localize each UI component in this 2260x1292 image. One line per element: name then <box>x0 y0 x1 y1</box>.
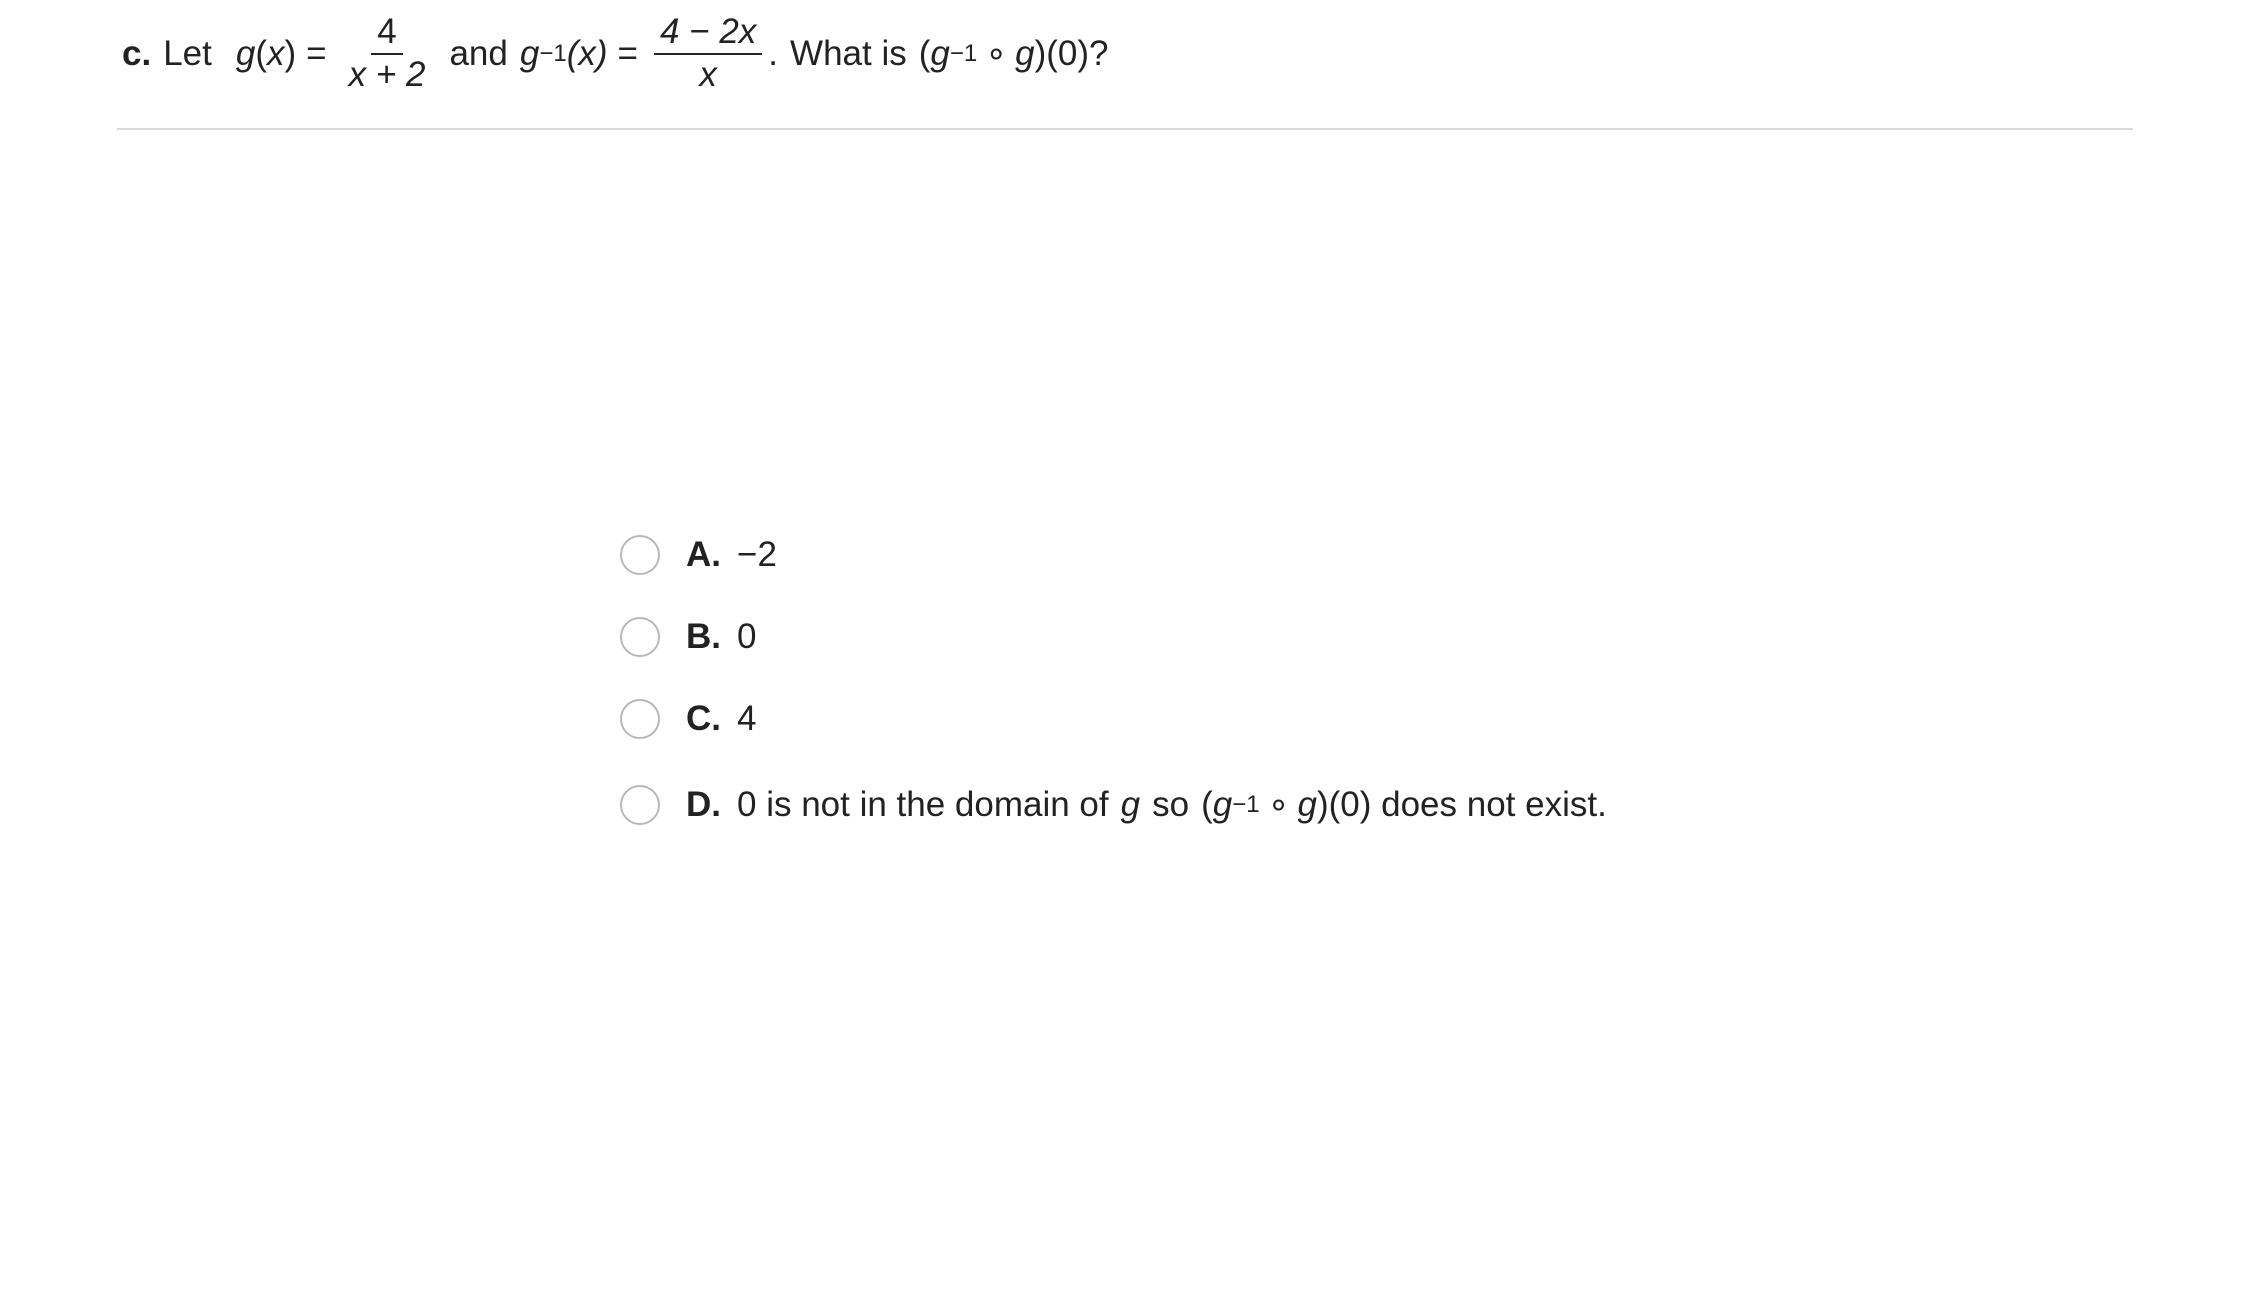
question-text: c. Let g ( x ) = $\frac{4}{x + 2}$ and g −1 (x) = $\frac{4 - 2x}{x}$ . What is ( g −1 ∘ g )(0)? <box>122 12 1109 94</box>
composition-open: ( <box>918 34 931 74</box>
choice-b-letter: B. <box>686 617 721 656</box>
choice-d-comp-g: g <box>1212 785 1233 824</box>
choice-d-text: 0 is not in the domain of g so ( g −1 ∘ g )(0) does not exist. <box>737 785 1607 824</box>
choice-d-comp-open: ( <box>1201 785 1213 824</box>
paren-close: ) <box>284 34 297 74</box>
question-label: c. <box>122 34 152 74</box>
choice-c[interactable] <box>620 699 756 739</box>
radio-a[interactable] <box>620 535 660 575</box>
choice-d-comp-circle: ∘ <box>1267 785 1290 824</box>
equals-sign: = <box>306 34 327 74</box>
choice-d-letter: D. <box>686 785 721 824</box>
choice-d-comp-g2: g <box>1297 785 1317 824</box>
choice-d-comp-tail: )(0) does not exist. <box>1316 785 1607 824</box>
fraction-g-inverse-denominator: x <box>699 54 717 94</box>
question-ask: What is <box>790 34 907 74</box>
radio-b[interactable] <box>620 617 660 657</box>
connector-and: and <box>449 34 508 74</box>
var-x: x <box>266 34 285 74</box>
fraction-g-inverse <box>654 14 762 94</box>
choice-d-pre: 0 is not in the domain of <box>737 785 1109 824</box>
choice-d[interactable] <box>620 785 1607 825</box>
composition-g: g <box>930 34 950 74</box>
choice-d-g: g <box>1120 785 1141 824</box>
composition-g2: g <box>1015 34 1035 74</box>
divider-line <box>117 128 2133 130</box>
choice-b-text: 0 <box>737 617 757 656</box>
inverse-argument: (x) <box>566 34 608 74</box>
fraction-g <box>343 14 432 94</box>
period: . <box>768 34 779 74</box>
paren-open: ( <box>255 34 267 74</box>
choice-d-so: so <box>1152 785 1190 824</box>
choice-a[interactable] <box>620 535 777 575</box>
func-g: g <box>235 34 256 74</box>
func-g-inverse: g <box>519 34 540 74</box>
choice-c-text: 4 <box>737 699 757 738</box>
fraction-g-inverse-numerator: 4 − 2x <box>654 14 762 55</box>
fraction-g-denominator: x + 2 <box>348 54 426 94</box>
composition-circle: ∘ <box>985 34 1008 74</box>
fraction-g-numerator: 4 <box>371 14 402 55</box>
choice-b[interactable] <box>620 617 756 657</box>
choice-c-letter: C. <box>686 699 721 738</box>
question-intro: Let <box>163 34 212 74</box>
choice-a-text: −2 <box>737 535 777 574</box>
radio-d[interactable] <box>620 785 660 825</box>
choice-a-letter: A. <box>686 535 721 574</box>
radio-c[interactable] <box>620 699 660 739</box>
equals-sign-2: = <box>617 34 638 74</box>
composition-tail: )(0)? <box>1034 34 1109 74</box>
